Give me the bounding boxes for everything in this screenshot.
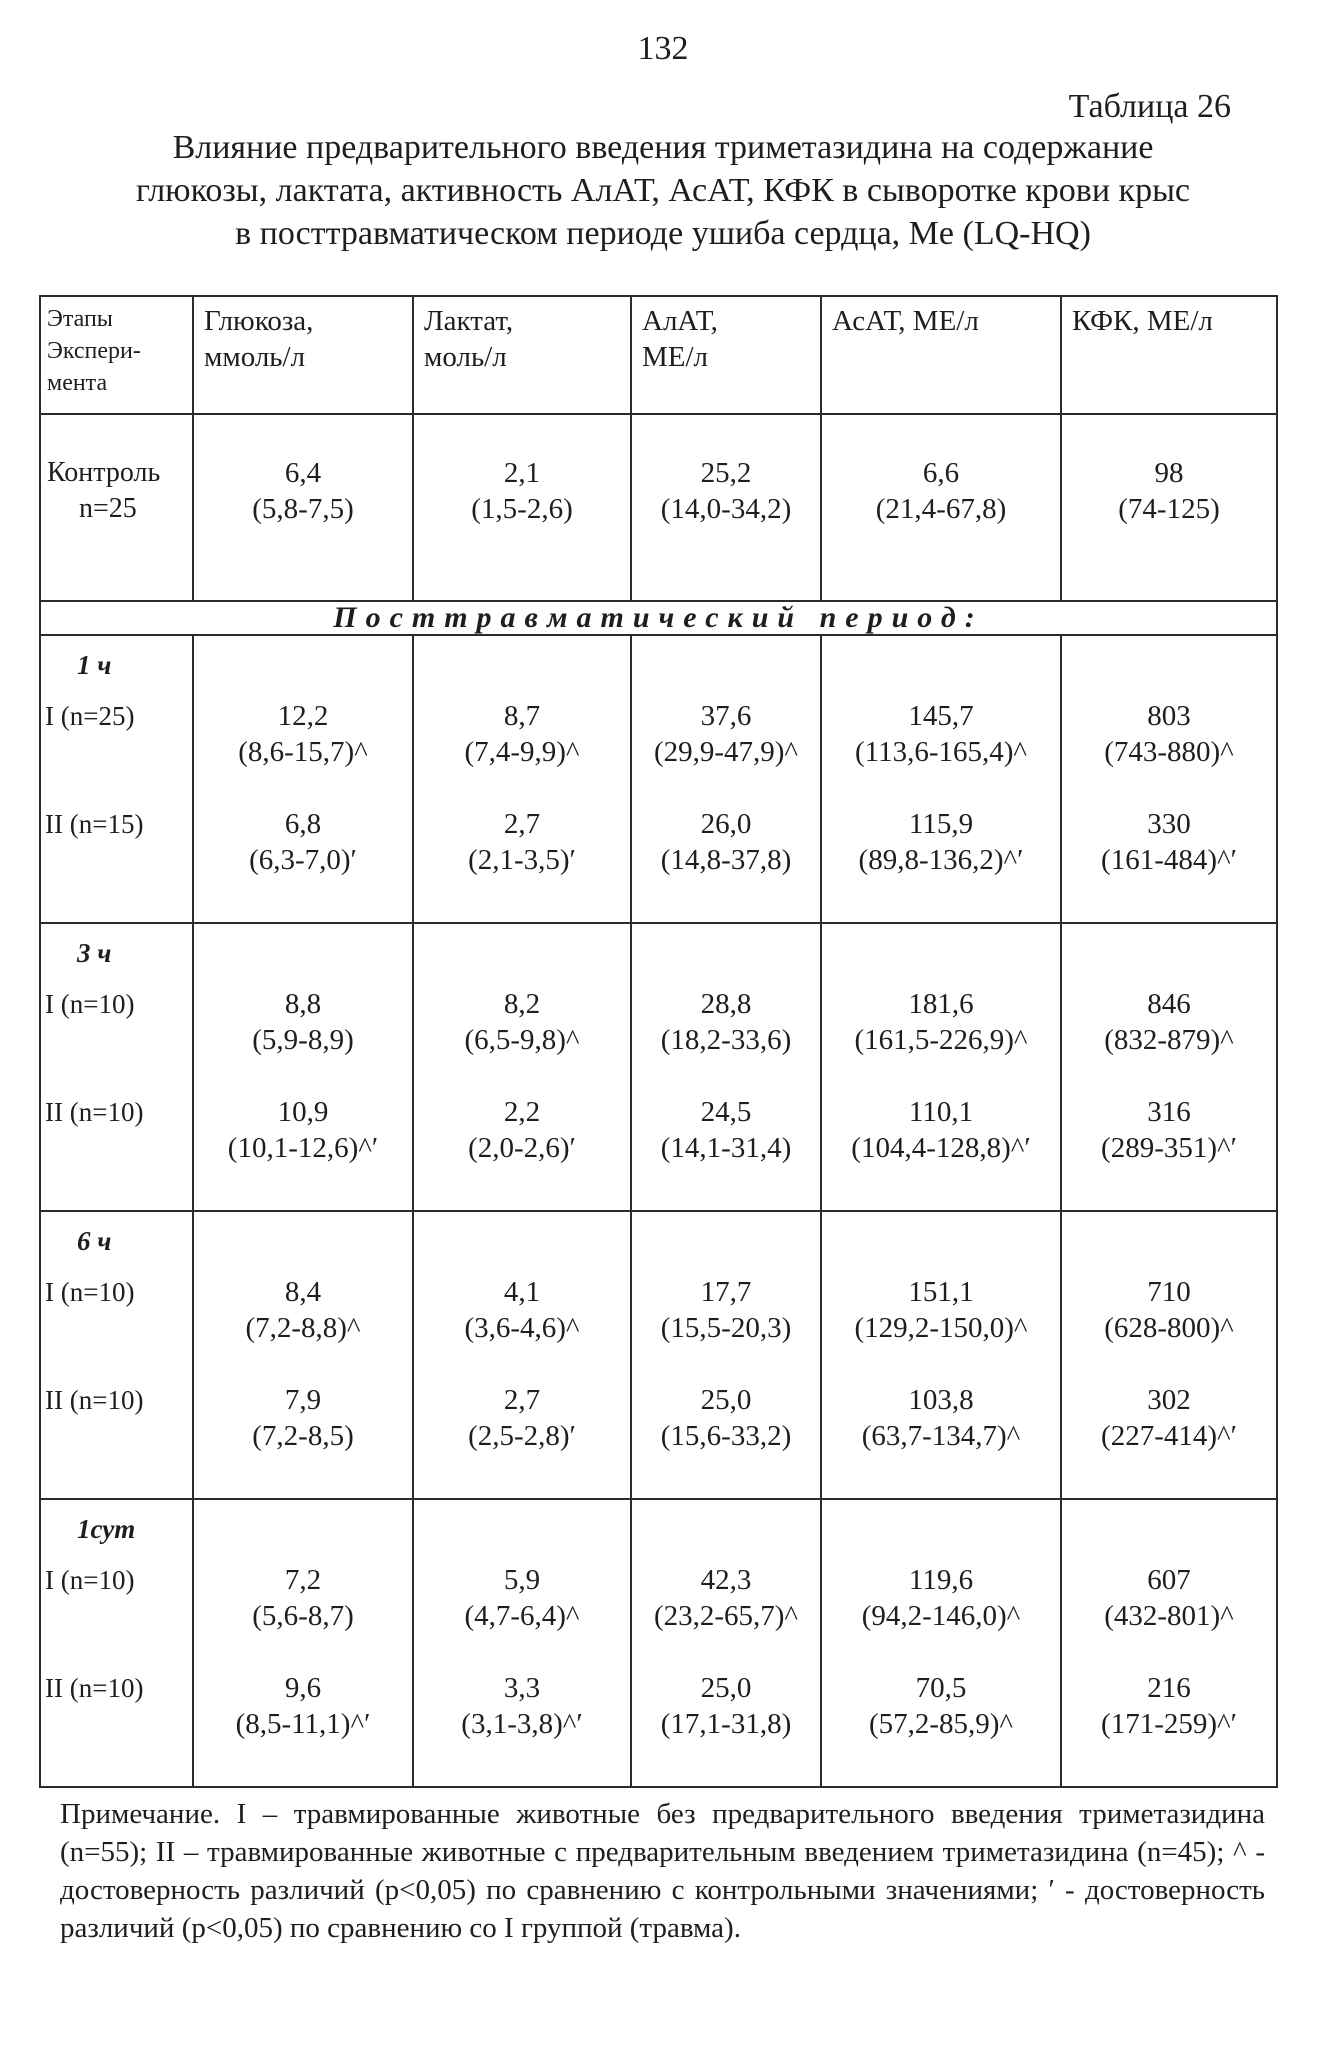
value-range: (7,4-9,9)^ [464,736,580,768]
value-pair [414,1084,630,1192]
time-block-stage-cell [40,1211,193,1499]
control-value-cell [413,414,631,601]
value-median: 710 [1147,1276,1191,1308]
header-alat [631,296,821,414]
value-cell [1061,1499,1277,1787]
value-median: 3,3 [503,1672,541,1704]
value-pair [822,1552,1060,1660]
table-label: Таблица 26 [1068,88,1231,125]
value-range: (3,1-3,8)^′ [461,1708,583,1740]
group-label: I (n=10) [45,1565,135,1595]
value-median: 5,9 [503,1564,541,1596]
header-text: МЕ/л [642,341,709,373]
header-text: Этапы [47,306,113,332]
spacer [632,1212,820,1264]
header-text: Экспери- [47,338,141,364]
value-pair [1062,1264,1276,1372]
value-cell [193,635,413,923]
value-median: 2,2 [503,1096,541,1128]
value-cell [821,635,1061,923]
value-range: (94,2-146,0)^ [861,1600,1021,1632]
value-range: (104,4-128,8)^′ [851,1132,1031,1164]
group-label: II (n=15) [45,809,144,839]
value-range: (8,6-15,7)^ [238,736,368,768]
value-median: 26,0 [700,808,752,840]
group-label-cell [45,1552,192,1660]
spacer [632,636,820,688]
value-cell [821,1211,1061,1499]
value-range: (23,2-65,7)^ [653,1600,799,1632]
time-point-label: 3 ч [77,938,112,968]
value-pair [822,688,1060,796]
value-range: (14,0-34,2) [660,493,792,525]
value-cell [193,1211,413,1499]
header-text: мента [47,370,108,396]
value-median: 25,0 [700,1672,752,1704]
header-glucose [193,296,413,414]
value-median: 216 [1147,1672,1191,1704]
control-n: n=25 [79,493,137,524]
value-median: 2,1 [503,457,541,489]
value-cell [631,923,821,1211]
value-pair [632,1372,820,1480]
control-label: Контроль [47,457,161,488]
control-value-cell [631,414,821,601]
header-text: Лактат, [424,305,514,337]
value-pair [1062,976,1276,1084]
group-label-cell [45,1264,192,1372]
control-value-cell [1061,414,1277,601]
value-pair [1062,1084,1276,1192]
value-pair [1062,688,1276,796]
value-range: (628-800)^ [1104,1312,1234,1344]
value-pair [1062,796,1276,904]
value-median: 9,6 [284,1672,322,1704]
value-pair [822,796,1060,904]
value-median: 25,0 [700,1384,752,1416]
spacer [194,636,412,688]
value-pair [632,1552,820,1660]
header-text: Глюкоза, [204,305,314,337]
header-text: АсАТ, МЕ/л [832,305,979,337]
group-label-cell [45,1372,192,1480]
value-cell [193,923,413,1211]
header-asat [821,296,1061,414]
value-pair [414,1264,630,1372]
header-kfk [1061,296,1277,414]
value-pair [632,1660,820,1768]
group-label-cell [45,1084,192,1192]
value-median: 302 [1147,1384,1191,1416]
spacer [414,924,630,976]
value-median: 151,1 [908,1276,974,1308]
value-pair [822,976,1060,1084]
value-cell [413,923,631,1211]
value-range: (5,8-7,5) [252,493,354,525]
value-range: (227-414)^′ [1101,1420,1237,1452]
spacer [822,636,1060,688]
value-median: 607 [1147,1564,1191,1596]
value-median: 24,5 [700,1096,752,1128]
header-text: ммоль/л [204,341,306,373]
value-range: (18,2-33,6) [660,1024,792,1056]
value-pair [1062,1660,1276,1768]
value-range: (8,5-11,1)^′ [235,1708,371,1740]
value-median: 98 [1154,457,1184,489]
value-range: (15,5-20,3) [660,1312,792,1344]
value-cell [1061,1211,1277,1499]
value-cell [821,923,1061,1211]
time-point-label: 1 ч [77,650,112,680]
spacer [194,1500,412,1552]
value-median: 70,5 [915,1672,967,1704]
value-pair [632,688,820,796]
value-cell [631,1211,821,1499]
value-range: (5,6-8,7) [252,1600,354,1632]
value-pair [632,796,820,904]
value-pair [1062,1552,1276,1660]
spacer [414,636,630,688]
spacer [414,1500,630,1552]
control-row [40,414,1277,601]
value-range: (289-351)^′ [1101,1132,1237,1164]
title-line: глюкозы, лактата, активность АлАТ, АсАТ, КФК в сыворотке крови крыс [136,172,1190,209]
table-note: Примечание. I – травмированные животные без предварительного введения триметазидина (n=55); II – травмированные животные с предварительным введением триметазидина (n=45); ^ - достоверность различий (p<0,05) по сравнению с контрольными значениями; ′ - достоверность различий (p<0,05) по сравнению со I группой (травма). [60,1798,1265,1944]
time-point-label: 6 ч [77,1226,112,1256]
value-pair [194,1084,412,1192]
value-median: 7,2 [284,1564,322,1596]
value-pair [822,1372,1060,1480]
value-range: (6,3-7,0)′ [249,844,357,876]
value-range: (10,1-12,6)^′ [227,1132,379,1164]
value-median: 8,4 [284,1276,322,1308]
value-cell [413,1499,631,1787]
value-range: (17,1-31,8) [660,1708,792,1740]
header-row [40,296,1277,414]
value-range: (161,5-226,9)^ [854,1024,1028,1056]
value-range: (2,0-2,6)′ [468,1132,576,1164]
value-pair [414,796,630,904]
value-range: (89,8-136,2)^′ [858,844,1024,876]
group-label: I (n=10) [45,1277,135,1307]
value-range: (161-484)^′ [1101,844,1237,876]
group-label-cell [45,688,192,796]
spacer [1062,1212,1276,1264]
value-pair [194,796,412,904]
time-block-row [40,1499,1277,1787]
value-pair [194,976,412,1084]
value-cell [1061,923,1277,1211]
value-cell [631,1499,821,1787]
value-range: (63,7-134,7)^ [861,1420,1021,1452]
spacer [632,1500,820,1552]
value-median: 25,2 [700,457,752,489]
value-median: 12,2 [277,700,329,732]
time-block-stage-cell [40,635,193,923]
spacer [822,1500,1060,1552]
value-range: (3,6-4,6)^ [464,1312,580,1344]
value-median: 2,7 [503,808,541,840]
value-median: 803 [1147,700,1191,732]
value-median: 8,8 [284,988,322,1020]
value-median: 846 [1147,988,1191,1020]
value-median: 103,8 [908,1384,974,1416]
spacer [1062,924,1276,976]
value-range: (29,9-47,9)^ [653,736,799,768]
value-cell [413,635,631,923]
spacer [822,1212,1060,1264]
group-label-cell [45,796,192,904]
spacer [822,924,1060,976]
value-median: 28,8 [700,988,752,1020]
value-pair [194,1660,412,1768]
value-range: (14,8-37,8) [660,844,792,876]
header-text: АлАТ, [642,305,718,337]
value-pair [194,1264,412,1372]
value-median: 8,2 [503,988,541,1020]
group-label: II (n=10) [45,1097,144,1127]
value-range: (6,5-9,8)^ [464,1024,580,1056]
value-pair [414,1372,630,1480]
value-pair [414,1660,630,1768]
value-median: 37,6 [700,700,752,732]
value-range: (21,4-67,8) [875,493,1007,525]
value-pair [194,688,412,796]
value-pair [632,1264,820,1372]
header-lactate [413,296,631,414]
value-median: 6,8 [284,808,322,840]
page-number: 132 [637,30,689,67]
value-pair [822,1660,1060,1768]
value-range: (129,2-150,0)^ [854,1312,1028,1344]
value-cell [413,1211,631,1499]
period-heading: Посттравматический период: [40,601,1277,635]
spacer [1062,636,1276,688]
time-point-label: 1сут [77,1514,136,1544]
value-median: 330 [1147,808,1191,840]
value-range: (113,6-165,4)^ [854,736,1027,768]
value-range: (7,2-8,5) [252,1420,354,1452]
value-median: 6,4 [284,457,322,489]
value-range: (743-880)^ [1104,736,1234,768]
spacer [414,1212,630,1264]
value-median: 7,9 [284,1384,322,1416]
value-cell [193,1499,413,1787]
value-median: 6,6 [922,457,960,489]
value-range: (57,2-85,9)^ [868,1708,1014,1740]
time-block-stage-cell [40,923,193,1211]
value-median: 110,1 [908,1096,974,1128]
time-blocks [40,635,1277,1787]
value-median: 17,7 [700,1276,752,1308]
value-median: 115,9 [908,808,974,840]
value-pair [822,1084,1060,1192]
value-pair [414,976,630,1084]
value-median: 145,7 [908,700,974,732]
control-value-cell [821,414,1061,601]
header-text: КФК, МЕ/л [1072,305,1213,337]
group-label-cell [45,1660,192,1768]
value-range: (7,2-8,8)^ [245,1312,361,1344]
value-cell [1061,635,1277,923]
value-range: (1,5-2,6) [471,493,573,525]
value-range: (14,1-31,4) [660,1132,792,1164]
value-pair [632,1084,820,1192]
time-block-row [40,1211,1277,1499]
value-range: (2,5-2,8)′ [468,1420,576,1452]
value-median: 316 [1147,1096,1191,1128]
spacer [194,924,412,976]
group-label-cell [45,976,192,1084]
value-range: (2,1-3,5)′ [468,844,576,876]
value-range: (74-125) [1118,493,1220,525]
spacer [194,1212,412,1264]
control-label-cell [40,414,193,601]
value-range: (832-879)^ [1104,1024,1234,1056]
header-stage [40,296,193,414]
value-median: 10,9 [277,1096,329,1128]
time-block-stage-cell [40,1499,193,1787]
group-label: II (n=10) [45,1385,144,1415]
value-pair [194,1552,412,1660]
spacer [1062,1500,1276,1552]
value-median: 119,6 [908,1564,974,1596]
value-range: (432-801)^ [1104,1600,1234,1632]
data-table [39,295,1278,1788]
value-cell [821,1499,1061,1787]
spacer [632,924,820,976]
value-pair [194,1372,412,1480]
group-label: I (n=10) [45,989,135,1019]
title-line: в посттравматическом периоде ушиба сердца, Me (LQ-HQ) [235,215,1091,252]
value-median: 42,3 [700,1564,752,1596]
group-label: I (n=25) [45,701,135,731]
table-title [60,126,1266,255]
value-cell [631,635,821,923]
control-value-cell [193,414,413,601]
value-median: 2,7 [503,1384,541,1416]
value-range: (4,7-6,4)^ [464,1600,580,1632]
value-pair [1062,1372,1276,1480]
value-median: 181,6 [908,988,974,1020]
time-block-row [40,923,1277,1211]
header-text: моль/л [424,341,507,373]
value-pair [822,1264,1060,1372]
value-pair [632,976,820,1084]
group-label: II (n=10) [45,1673,144,1703]
time-block-row [40,635,1277,923]
title-line: Влияние предварительного введения триметазидина на содержание [172,129,1154,166]
value-pair [414,1552,630,1660]
value-range: (5,9-8,9) [252,1024,354,1056]
value-median: 8,7 [503,700,541,732]
period-row [40,601,1277,635]
value-pair [414,688,630,796]
value-median: 4,1 [503,1276,541,1308]
value-range: (15,6-33,2) [660,1420,792,1452]
value-range: (171-259)^′ [1101,1708,1237,1740]
